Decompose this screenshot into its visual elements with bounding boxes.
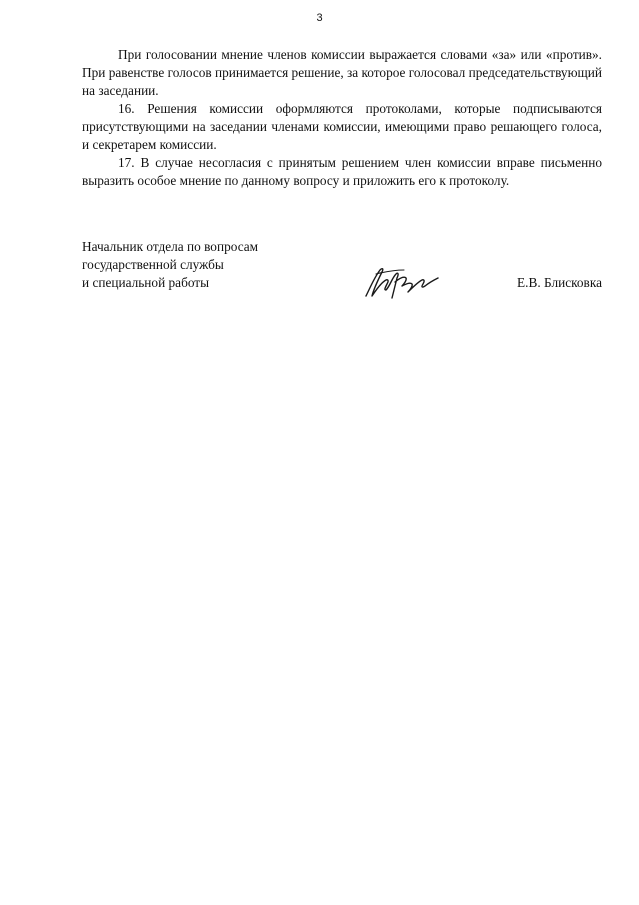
signature-block (82, 238, 602, 298)
handwritten-signature (362, 262, 442, 302)
page-number: 3 (316, 12, 323, 24)
document-body (82, 46, 602, 190)
signer-position (82, 238, 342, 292)
signer-position-line: и специальной работы (82, 275, 210, 290)
signer-name: Е.В. Блисковка (517, 275, 602, 290)
paragraph-17: 17. В случае несогласия с принятым решением член комиссии вправе письменно выразить особое мнение по данному вопросу и приложить его к протоколу. (82, 155, 602, 188)
paragraph-voting: При голосовании мнение членов комиссии выражается словами «за» или «против». При равенстве голосов принимается решение, за которое голосовал председательствующий на заседании. (82, 47, 602, 98)
signer-position-line: Начальник отдела по вопросам (82, 239, 259, 254)
signer-position-line: государственной службы (82, 257, 224, 272)
paragraph-16: 16. Решения комиссии оформляются протоколами, которые подписываются присутствующими на заседании членами комиссии, имеющими право решающего голоса, и секретарем комиссии. (82, 101, 602, 152)
